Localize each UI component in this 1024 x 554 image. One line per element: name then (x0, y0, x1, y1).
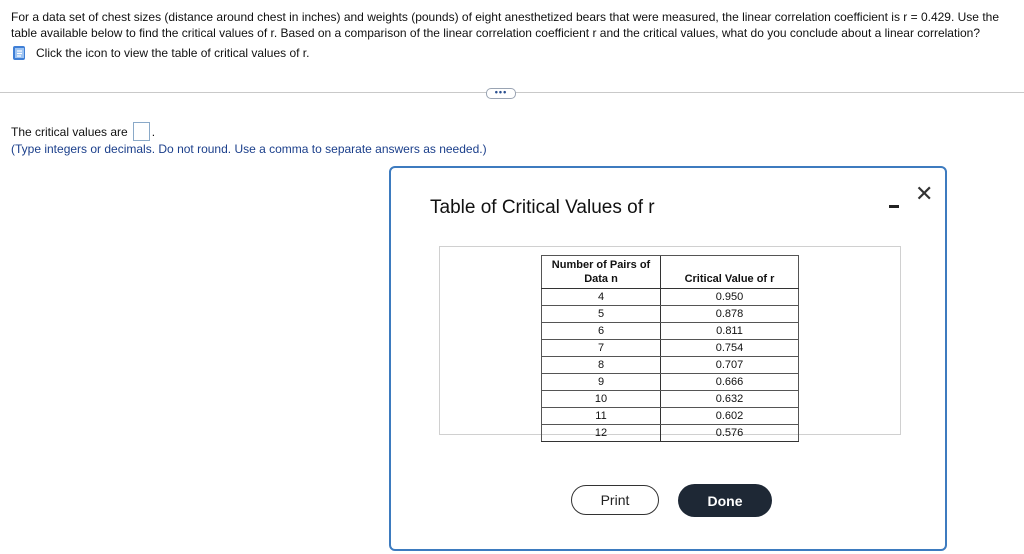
table-row (542, 374, 799, 391)
icon-instruction: Click the icon to view the table of critical values of r. (36, 46, 310, 60)
answer-suffix: . (151, 124, 156, 139)
answer-label: The critical values are (11, 124, 128, 139)
critical-values-table (541, 255, 799, 442)
table-row (542, 289, 799, 306)
header-r: Critical Value of r (661, 256, 799, 289)
dialog-title: Table of Critical Values of r (430, 197, 655, 218)
cell-n: 10 (542, 391, 661, 408)
cell-n: 7 (542, 340, 661, 357)
cell-r: 0.707 (661, 357, 799, 374)
cell-n: 5 (542, 306, 661, 323)
cell-n: 8 (542, 357, 661, 374)
cell-r: 0.811 (661, 323, 799, 340)
table-link-row (11, 45, 309, 61)
cell-r: 0.878 (661, 306, 799, 323)
cell-n: 4 (542, 289, 661, 306)
book-icon[interactable] (11, 45, 27, 61)
cell-r: 0.602 (661, 408, 799, 425)
critical-values-input[interactable] (133, 122, 150, 141)
table-row (542, 425, 799, 442)
close-icon[interactable]: ✕ (915, 181, 934, 206)
table-row (542, 306, 799, 323)
header-n: Number of Pairs of Data n (542, 256, 661, 289)
table-row (542, 357, 799, 374)
answer-hint: (Type integers or decimals. Do not round. Use a comma to separate answers as needed.) (11, 142, 487, 156)
table-row (542, 323, 799, 340)
minimize-icon[interactable] (887, 194, 901, 208)
table-frame (439, 246, 901, 439)
done-button[interactable]: Done (678, 484, 772, 517)
critical-values-dialog (389, 166, 947, 551)
expand-button[interactable]: ••• (486, 88, 516, 99)
cell-n: 6 (542, 323, 661, 340)
table-row (542, 391, 799, 408)
cell-r: 0.950 (661, 289, 799, 306)
cell-r: 0.576 (661, 425, 799, 442)
cell-r: 0.754 (661, 340, 799, 357)
cell-n: 11 (542, 408, 661, 425)
print-button[interactable]: Print (571, 485, 659, 515)
cell-r: 0.666 (661, 374, 799, 391)
cell-n: 9 (542, 374, 661, 391)
cell-n: 12 (542, 425, 661, 442)
answer-line (11, 122, 155, 141)
table-row (542, 340, 799, 357)
table-row (542, 408, 799, 425)
question-text: For a data set of chest sizes (distance around chest in inches) and weights (pounds) of eight anesthetized bears that were measured, the linear correlation coefficient is r = 0.429. Use the table available below to find the critical values of r. Based on a comparison of the linear correlation coefficient r and the critical values, what do you conclude about a linear correlation? (11, 10, 999, 40)
cell-r: 0.632 (661, 391, 799, 408)
